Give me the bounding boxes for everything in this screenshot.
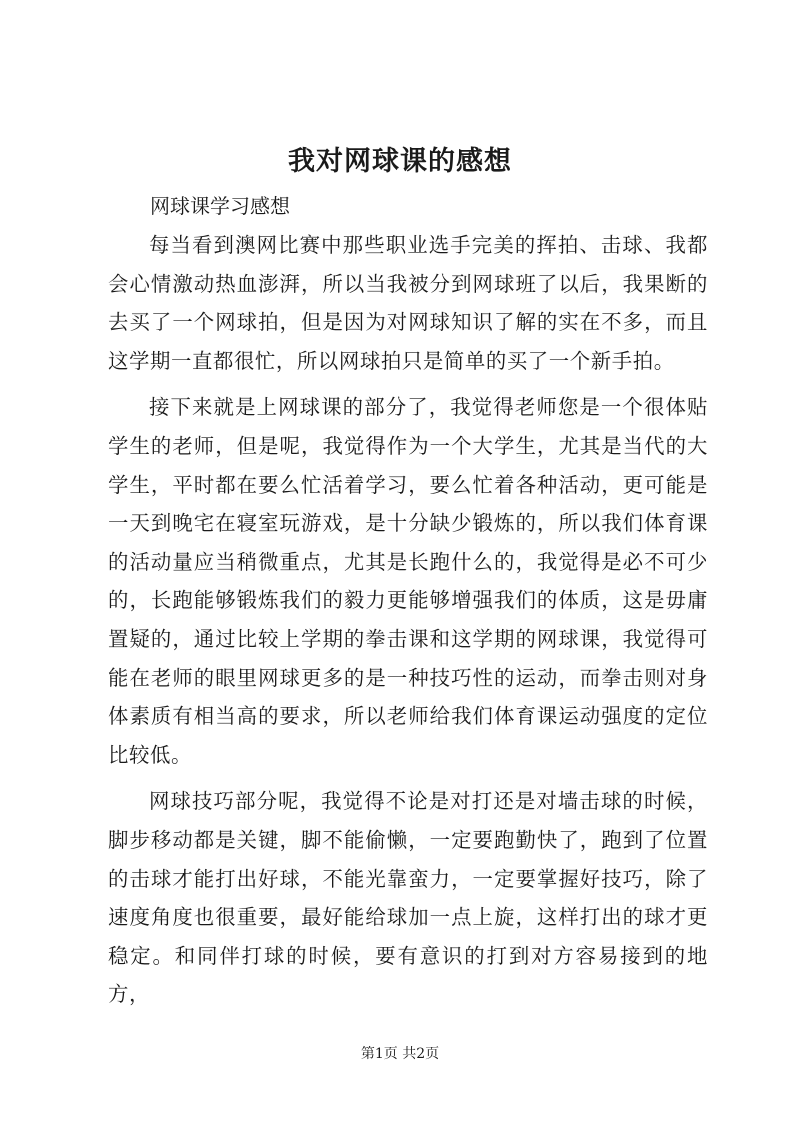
document-title: 我对网球课的感想 xyxy=(288,146,512,177)
paragraph: 每当看到澳网比赛中那些职业选手完美的挥拍、击球、我都会心情激动热血澎湃，所以当我被分到网球班了以后，我果断的去买了一个网球拍，但是因为对网球知识了解的实在不多，而且这学期一直都很忙，所以网球拍只是简单的买了一个新手拍。 xyxy=(108,233,708,373)
page-footer: 第1页 共2页 xyxy=(360,1046,440,1062)
paragraph: 网球技巧部分呢，我觉得不论是对打还是对墙击球的时候，脚步移动都是关键，脚不能偷懒，一定要跑勤快了，跑到了位置的击球才能打出好球，不能光靠蛮力，一定要掌握好技巧，除了速度角度也很重要，最好能给球加一点上旋，这样打出的球才更稳定。和同伴打球的时候，要有意识的打到对方容易接到的地方， xyxy=(108,789,708,1007)
document-subtitle: 网球课学习感想 xyxy=(150,194,290,218)
document-body xyxy=(108,226,708,1014)
paragraph: 接下来就是上网球课的部分了，我觉得老师您是一个很体贴学生的老师，但是呢，我觉得作为一个大学生，尤其是当代的大学生，平时都在要么忙活着学习，要么忙着各种活动，更可能是一天到晚宅在寝室玩游戏，是十分缺少锻炼的，所以我们体育课的活动量应当稍微重点，尤其是长跑什么的，我觉得是必不可少的，长跑能够锻炼我们的毅力更能够增强我们的体质，这是毋庸置疑的，通过比较上学期的拳击课和这学期的网球课，我觉得可能在老师的眼里网球更多的是一种技巧性的运动，而拳击则对身体素质有相当高的要求，所以老师给我们体育课运动强度的定位比较低。 xyxy=(108,395,708,767)
